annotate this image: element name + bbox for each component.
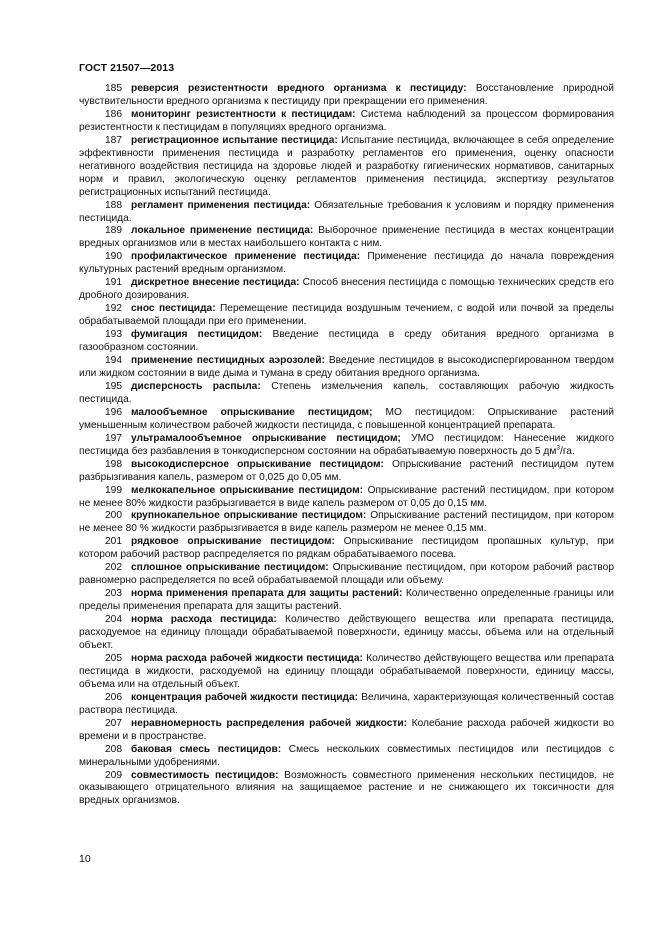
entry-definition: УМО пестицидом: Нанесение жидкого пестицида без разбавления в тонкодисперсном состоянии на обрабатываемую поверхность до 5 дм xyxy=(79,432,614,457)
entry-number: 207 xyxy=(105,717,122,729)
entry-definition: Опрыскивание растений пестицидом, при котором не менее 80% жидкости разбрызгивается в виде капель размером от 0,05 до 0,15 мм. xyxy=(79,484,614,509)
entry-term: профилактическое применение пестицида: xyxy=(131,251,361,263)
superscript: 3 xyxy=(556,444,560,452)
entry-number: 197 xyxy=(105,432,122,444)
entry-term: рядковое опрыскивание пестицидом: xyxy=(131,536,335,548)
term-entry-201 xyxy=(79,536,614,562)
entry-term: мониторинг резистентности к пестицидам: xyxy=(131,108,356,120)
term-entry-204 xyxy=(79,614,614,653)
term-entry-191 xyxy=(79,277,614,303)
term-entry-189 xyxy=(79,225,614,251)
entry-number: 204 xyxy=(105,614,122,626)
entry-definition: Выборочное применение пестицида в местах концентрации вредных организмов или в местах наибольшего контакта с ним. xyxy=(79,225,614,250)
term-entry-206 xyxy=(79,692,614,718)
entry-number: 200 xyxy=(105,510,122,522)
entry-number: 195 xyxy=(105,380,122,392)
term-entry-203 xyxy=(79,588,614,614)
entry-term: фумигация пестицидом: xyxy=(131,329,263,341)
entry-number: 205 xyxy=(105,652,122,664)
entry-number: 185 xyxy=(105,83,122,94)
entry-number: 191 xyxy=(105,277,122,289)
term-entry-202 xyxy=(79,562,614,588)
entry-number: 188 xyxy=(105,199,122,211)
entry-definition: Количественно определенные границы или пределы применения препарата для защиты растений. xyxy=(79,588,614,613)
entry-term: норма расхода пестицида: xyxy=(131,614,277,626)
entry-term: малообъемное опрыскивание пестицидом; xyxy=(131,406,373,418)
entry-number: 208 xyxy=(105,743,122,755)
term-entry-198 xyxy=(79,459,614,485)
entry-definition: Перемещение пестицида воздушным течением, с водой или почвой за пределы обрабатываемой площади при его применении. xyxy=(79,303,614,328)
entry-term: локальное применение пестицида: xyxy=(131,225,314,237)
term-entry-192 xyxy=(79,303,614,329)
terms-list xyxy=(79,83,614,808)
entry-number: 187 xyxy=(105,134,122,146)
term-entry-196 xyxy=(79,407,614,433)
entry-term: высокодисперсное опрыскивание пестицидом: xyxy=(131,458,384,470)
term-entry-197 xyxy=(79,433,614,459)
entry-definition: Опрыскивание пестицидом, при котором рабочий раствор равномерно распределяется по всей обрабатываемой площади или объему. xyxy=(79,562,614,587)
term-entry-190 xyxy=(79,251,614,277)
entry-definition: Система наблюдений за процессом формирования резистентности к пестицидам в популяциях вредного организма. xyxy=(79,108,614,133)
entry-number: 202 xyxy=(105,562,122,574)
term-entry-193 xyxy=(79,329,614,355)
entry-term: дискретное внесение пестицида: xyxy=(131,277,300,289)
entry-definition: Количество действующего вещества или препарата пестицида, расходуемое на единицу площади обрабатываемой поверхности, единицу массы, объема или на отдельный объект. xyxy=(79,614,614,651)
term-entry-209 xyxy=(79,770,614,809)
entry-definition: Возможность совместного применения нескольких пестицидов, не оказывающего отрицательного влияния на защищаемое растение и не снижающего их токсичности для вредных организмов. xyxy=(79,769,615,807)
entry-definition: МО пестицидом: Опрыскивание растений уменьшенным количеством рабочей жидкости пестицида, с повышенной концентрацией препарата. xyxy=(79,406,614,431)
entry-term: сплошное опрыскивание пестицидом: xyxy=(131,562,329,574)
entry-definition: Степень измельчения капель, составляющих рабочую жидкость пестицида. xyxy=(79,380,614,405)
term-entry-195 xyxy=(79,381,614,407)
entry-term: крупнокапельное опрыскивание пестицидом: xyxy=(131,510,367,522)
term-entry-199 xyxy=(79,485,614,511)
entry-term: совместимость пестицидов: xyxy=(131,769,279,781)
entry-term: неравномерность распределения рабочей жидкости: xyxy=(131,717,408,729)
entry-definition: Применение пестицида до начала повреждения культурных растений вредным организмом. xyxy=(79,251,614,276)
entry-definition: Величина, характеризующая количественный состав раствора пестицида. xyxy=(79,691,614,716)
entry-definition: Смесь нескольких совместимых пестицидов или пестицидов с минеральными удобрениями. xyxy=(79,743,614,768)
entry-number: 198 xyxy=(105,458,122,470)
entry-definition: Восстановление природной чувствительности вредного организма к пестициду при прекращении его применения. xyxy=(79,83,614,107)
entry-definition: Введение пестицида в среду обитания вредного организма в газообразном состоянии. xyxy=(79,329,614,354)
entry-number: 206 xyxy=(105,691,122,703)
entry-definition: Способ внесения пестицида с помощью технических средств его дробного дозирования. xyxy=(79,277,614,302)
entry-term: применение пестицидных аэрозолей: xyxy=(131,355,325,367)
entry-term: норма применения препарата для защиты растений: xyxy=(131,588,403,600)
entry-number: 199 xyxy=(105,484,122,496)
entry-number: 201 xyxy=(105,536,122,548)
entry-definition: Количество действующего вещества или препарата пестицида в жидкости, расходуемой на единицу площади обрабатываемой поверхности, единицу массы, объема или на отдельный объект. xyxy=(79,652,614,690)
entry-definition: Опрыскивание растений пестицидом, при котором не менее 80 % жидкости разбрызгивается в виде капель размером не менее 0,15 мм. xyxy=(79,510,614,535)
entry-number: 194 xyxy=(105,355,122,367)
entry-definition: Введение пестицидов в высокодиспергированном твердом или жидком состоянии в виде дыма и тумана в среду обитания вредного организма. xyxy=(79,355,614,379)
term-entry-194 xyxy=(79,355,614,381)
entry-definition: Колебание расхода рабочей жидкости во времени и в пространстве. xyxy=(79,717,614,742)
term-entry-207 xyxy=(79,718,614,744)
term-entry-205 xyxy=(79,653,614,692)
document-header: ГОСТ 21507—2013 xyxy=(79,62,175,74)
entry-number: 209 xyxy=(105,769,122,781)
entry-term: баковая смесь пестицидов: xyxy=(131,743,282,755)
entry-number: 189 xyxy=(105,225,122,237)
entry-number: 190 xyxy=(105,251,122,263)
term-entry-200 xyxy=(79,510,614,536)
entry-term: дисперсность распыла: xyxy=(131,380,261,392)
term-entry-185 xyxy=(79,83,614,109)
entry-term: регистрационное испытание пестицида: xyxy=(131,134,338,146)
entry-number: 193 xyxy=(105,329,122,341)
term-entry-188 xyxy=(79,200,614,226)
term-entry-208 xyxy=(79,744,614,770)
entry-definition-end: /га. xyxy=(559,445,575,457)
entry-definition: Опрыскивание пестицидом пропашных культур, при котором рабочий раствор распределяется по рядкам обрабатываемого посева. xyxy=(79,536,614,561)
entry-term: концентрация рабочей жидкости пестицида: xyxy=(131,691,359,703)
entry-term: регламент применения пестицида: xyxy=(131,199,311,211)
term-entry-187 xyxy=(79,135,614,200)
entry-number: 192 xyxy=(105,303,122,315)
term-entry-186 xyxy=(79,109,614,135)
entry-number: 186 xyxy=(105,108,122,120)
entry-term: норма расхода рабочей жидкости пестицида: xyxy=(131,652,363,664)
entry-term: ультрамалообъемное опрыскивание пестицидом; xyxy=(131,432,401,444)
entry-definition: Обязательные требования к условиям и порядку применения пестицида. xyxy=(79,199,614,224)
entry-term: реверсия резистентности вредного организма к пестициду: xyxy=(131,83,467,94)
entry-term: снос пестицида: xyxy=(131,303,216,315)
entry-number: 196 xyxy=(105,406,122,418)
entry-definition: Опрыскивание растений пестицидом путем разбрызгивания капель, размером от 0,025 до 0,05 мм. xyxy=(79,458,614,483)
entry-number: 203 xyxy=(105,588,122,600)
entry-term: мелкокапельное опрыскивание пестицидом: xyxy=(131,484,364,496)
entry-definition: Испытание пестицида, включающее в себя определение эффективности применения пестицида и разработку регламентов его применения, оценку опасности негативного воздействия пестицида на здоровье людей и разработку гигиенических нормативов, санитарных норм и правил, экологическую оценку регламентов применения пестицида, экспертизу результатов регистрационных испытаний пестицида. xyxy=(79,134,614,198)
page-number: 10 xyxy=(79,853,91,865)
